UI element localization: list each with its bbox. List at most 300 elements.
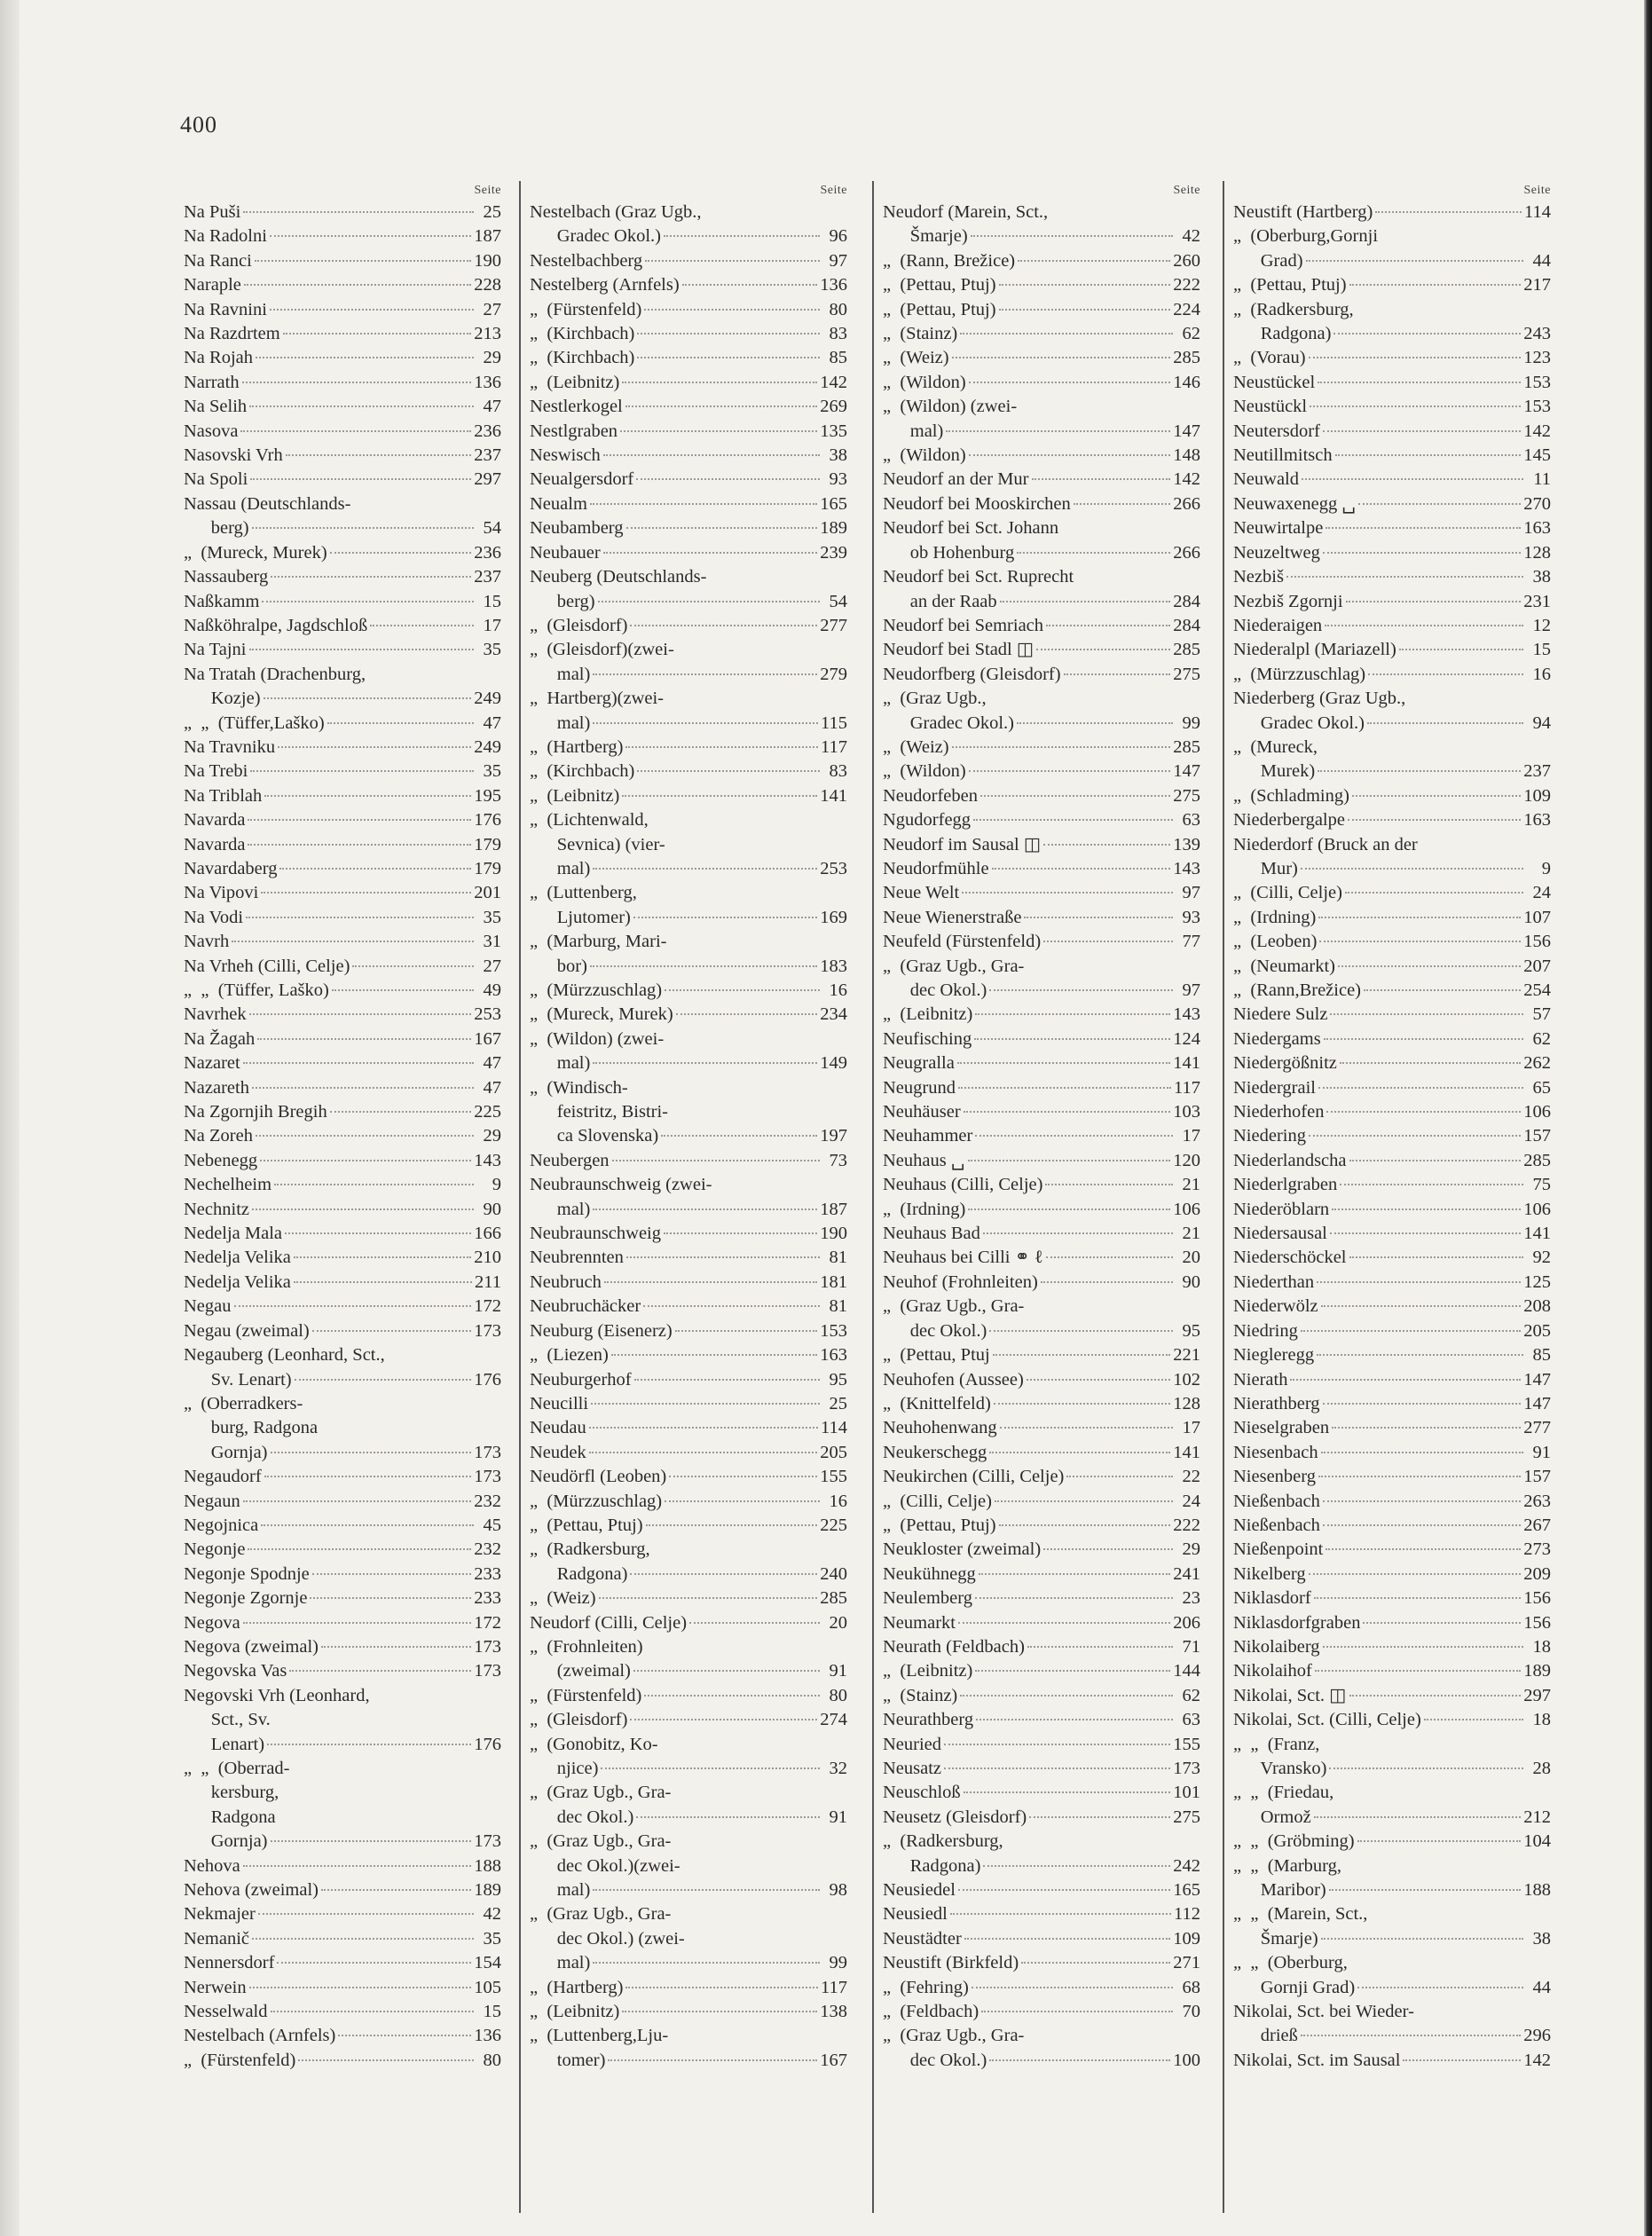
entry-place-name: Neudorf (Marein, Sct., xyxy=(883,202,1049,222)
entry-place-name: „ (Feldbach) xyxy=(883,2002,979,2022)
index-entry xyxy=(1233,201,1551,224)
leader-dots xyxy=(1323,1524,1521,1526)
index-entry xyxy=(1233,298,1551,322)
leader-dots xyxy=(250,770,474,772)
entry-place-name: Niederhofen xyxy=(1233,1102,1325,1122)
entry-place-name: Neusiedel xyxy=(883,1880,956,1901)
entry-page-ref: 62 xyxy=(1182,1685,1200,1705)
scan-left-margin xyxy=(0,0,20,2236)
index-entry xyxy=(1233,1659,1551,1683)
index-entry xyxy=(184,516,501,540)
index-entry xyxy=(1233,1027,1551,1051)
index-entry xyxy=(883,1368,1200,1392)
index-entry xyxy=(1233,1684,1551,1708)
entry-page-ref: 44 xyxy=(1532,1977,1551,1997)
index-entry xyxy=(1233,565,1551,589)
entry-place-name: „ (Stainz) xyxy=(883,324,958,344)
entry-page-ref: 101 xyxy=(1173,1783,1200,1803)
entry-place-name: Ljutomer) xyxy=(530,907,631,927)
leader-dots xyxy=(1332,1209,1521,1210)
entry-page-ref: 179 xyxy=(474,858,501,878)
entry-page-ref: 228 xyxy=(474,275,501,295)
entry-page-ref: 187 xyxy=(820,1199,847,1219)
index-entry xyxy=(530,808,847,832)
entry-page-ref: 157 xyxy=(1523,1467,1551,1487)
entry-place-name: Lenart) xyxy=(184,1734,265,1754)
entry-place-name: Niedering xyxy=(1233,1126,1306,1146)
index-entry xyxy=(184,1173,501,1197)
index-entry xyxy=(184,1441,501,1465)
entry-place-name: Neukirchen (Cilli, Celje) xyxy=(883,1467,1065,1487)
leader-dots xyxy=(1324,1038,1523,1040)
leader-dots xyxy=(989,1452,1170,1453)
entry-page-ref: 155 xyxy=(1173,1734,1200,1754)
entry-place-name: „ (Marburg, Mari- xyxy=(530,932,667,952)
entry-page-ref: 27 xyxy=(483,299,501,319)
leader-dots xyxy=(1363,1622,1521,1624)
leader-dots xyxy=(1286,576,1523,578)
entry-place-name: Nießenpoint xyxy=(1233,1539,1324,1560)
entry-place-name: Niederdorf (Bruck an der xyxy=(1233,834,1418,854)
index-entry xyxy=(883,1733,1200,1757)
entry-place-name: Navarda xyxy=(184,810,246,831)
index-entry xyxy=(1233,736,1551,760)
entry-place-name: Nestelberg (Arnfels) xyxy=(530,275,680,295)
index-entry xyxy=(883,1684,1200,1708)
entry-page-ref: 297 xyxy=(474,469,501,490)
column-rule xyxy=(1223,181,1224,2213)
entry-place-name: Negaudorf xyxy=(184,1467,262,1487)
entry-place-name: Nießenbach xyxy=(1233,1515,1320,1535)
entry-place-name: Niederberg (Graz Ugb., xyxy=(1233,689,1406,709)
entry-place-name: Nemanič xyxy=(184,1928,249,1949)
index-entry xyxy=(530,420,847,444)
entry-place-name: Maribor) xyxy=(1233,1880,1326,1901)
index-entry xyxy=(1233,468,1551,492)
entry-place-name: dec Okol.)(zwei- xyxy=(530,1855,680,1876)
index-entry xyxy=(530,760,847,783)
entry-page-ref: 142 xyxy=(1523,2050,1551,2070)
leader-dots xyxy=(682,284,818,286)
entry-place-name: Nikolaihof xyxy=(1233,1661,1312,1681)
entry-page-ref: 95 xyxy=(1182,1320,1200,1341)
leader-dots xyxy=(243,1500,471,1502)
entry-page-ref: 285 xyxy=(1173,736,1200,757)
entry-page-ref: 233 xyxy=(474,1563,501,1584)
entry-place-name: Nikelberg xyxy=(1233,1563,1306,1584)
leader-dots xyxy=(603,454,820,456)
entry-page-ref: 94 xyxy=(1532,713,1551,733)
index-entry xyxy=(530,1878,847,1902)
entry-place-name: „ (Oberburg,Gornji xyxy=(1233,226,1379,247)
index-entry xyxy=(1233,1781,1551,1805)
index-entry xyxy=(1233,590,1551,614)
entry-page-ref: 71 xyxy=(1182,1636,1200,1657)
entry-place-name: mal) xyxy=(530,713,591,733)
leader-dots xyxy=(289,1670,471,1672)
leader-dots xyxy=(1302,478,1523,480)
leader-dots xyxy=(969,382,1171,383)
leader-dots xyxy=(255,260,471,262)
entry-place-name: mal) xyxy=(883,421,944,441)
leader-dots xyxy=(1029,1816,1170,1818)
index-entry xyxy=(184,1149,501,1173)
entry-page-ref: 176 xyxy=(474,1734,501,1754)
entry-place-name: berg) xyxy=(530,591,595,611)
entry-page-ref: 29 xyxy=(1182,1539,1200,1560)
entry-page-ref: 45 xyxy=(483,1515,501,1535)
entry-place-name: Niesenbach xyxy=(1233,1442,1318,1462)
entry-place-name: „ (Graz Ugb., Gra- xyxy=(883,2026,1025,2046)
entry-place-name: Neudorf (Cilli, Celje) xyxy=(530,1612,688,1633)
entry-page-ref: 62 xyxy=(1532,1028,1551,1049)
entry-page-ref: 38 xyxy=(1532,1928,1551,1949)
index-entry xyxy=(184,322,501,346)
entry-page-ref: 29 xyxy=(483,348,501,368)
entry-page-ref: 153 xyxy=(820,1320,847,1341)
index-entry xyxy=(1233,1902,1551,1926)
index-entry xyxy=(184,1708,501,1732)
entry-place-name: Neudorf bei Mooskirchen xyxy=(883,493,1071,514)
leader-dots xyxy=(979,1573,1170,1575)
entry-place-name: Neulemberg xyxy=(883,1588,972,1609)
column-header-seite: Seite xyxy=(474,184,501,197)
entry-place-name: „ (Frohnleiten) xyxy=(530,1636,643,1657)
entry-place-name: „ (Stainz) xyxy=(883,1685,958,1705)
index-entry xyxy=(184,1222,501,1246)
entry-page-ref: 38 xyxy=(1532,567,1551,587)
entry-place-name: Neufeld (Fürstenfeld) xyxy=(883,932,1042,952)
entry-page-ref: 18 xyxy=(1532,1710,1551,1730)
leader-dots xyxy=(1315,1670,1521,1672)
index-entry xyxy=(883,1441,1200,1465)
entry-page-ref: 32 xyxy=(829,1759,847,1778)
index-entry xyxy=(184,857,501,881)
entry-page-ref: 139 xyxy=(1173,834,1200,854)
entry-page-ref: 20 xyxy=(1182,1248,1200,1268)
entry-place-name: feistritz, Bistri- xyxy=(530,1102,669,1122)
leader-dots xyxy=(240,430,471,432)
index-entry xyxy=(184,1659,501,1683)
entry-place-name: Na Ravnini xyxy=(184,299,267,319)
entry-page-ref: 96 xyxy=(829,226,847,247)
entry-place-name: Neutillmitsch xyxy=(1233,445,1333,466)
entry-place-name: „ „ (Friedau, xyxy=(1233,1783,1334,1803)
leader-dots xyxy=(370,625,474,626)
leader-dots xyxy=(242,382,472,383)
leader-dots xyxy=(1345,892,1523,894)
entry-place-name: Neubergen xyxy=(530,1150,610,1170)
index-entry xyxy=(1233,1927,1551,1951)
column-rule xyxy=(872,181,874,2213)
entry-page-ref: 83 xyxy=(829,324,847,344)
leader-dots xyxy=(261,1524,474,1526)
entry-page-ref: 17 xyxy=(1182,1126,1200,1146)
index-entry xyxy=(184,712,501,736)
entry-place-name: Nestelbach (Arnfels) xyxy=(184,2026,336,2046)
entry-place-name: Neuhaus (Cilli, Celje) xyxy=(883,1175,1043,1195)
entry-list xyxy=(883,201,1200,2073)
index-entry xyxy=(883,1757,1200,1781)
entry-place-name: Nasovski Vrh xyxy=(184,445,283,466)
entry-place-name: „ (Cilli, Celje) xyxy=(883,1491,992,1511)
leader-dots xyxy=(1032,478,1171,480)
entry-place-name: Nikolai, Sct. ◫ xyxy=(1233,1685,1347,1705)
entry-place-name: bor) xyxy=(530,956,587,976)
entry-place-name: Na Tratah (Drachenburg, xyxy=(184,664,366,684)
leader-dots xyxy=(248,1548,471,1550)
index-entry xyxy=(883,1806,1200,1830)
entry-page-ref: 274 xyxy=(820,1710,847,1730)
index-entry xyxy=(883,2049,1200,2073)
leader-dots xyxy=(589,1452,817,1453)
leader-dots xyxy=(962,892,1173,894)
index-entry xyxy=(883,1149,1200,1173)
leader-dots xyxy=(327,722,474,724)
entry-place-name: „ (Mürzzuschlag) xyxy=(530,980,663,1000)
entry-page-ref: 80 xyxy=(483,2050,501,2070)
entry-place-name: Niedere Sulz xyxy=(1233,1004,1328,1025)
leader-dots xyxy=(633,1670,820,1672)
leader-dots xyxy=(981,2011,1173,2012)
index-entry xyxy=(530,2000,847,2024)
leader-dots xyxy=(1066,1476,1173,1477)
entry-page-ref: 195 xyxy=(474,785,501,806)
leader-dots xyxy=(262,601,474,602)
entry-place-name: „ (Radkersburg, xyxy=(883,1831,1003,1852)
entry-page-ref: 296 xyxy=(1523,2026,1551,2046)
index-entry xyxy=(530,1027,847,1051)
index-entry xyxy=(184,638,501,662)
index-entry xyxy=(530,224,847,248)
entry-page-ref: 107 xyxy=(1523,907,1551,927)
entry-page-ref: 284 xyxy=(1173,615,1200,635)
leader-dots xyxy=(630,1719,817,1720)
index-entry xyxy=(883,1611,1200,1635)
index-entry xyxy=(530,1490,847,1514)
entry-page-ref: 156 xyxy=(1523,932,1551,952)
entry-place-name: Neudörfl (Leoben) xyxy=(530,1467,667,1487)
index-entry xyxy=(184,1538,501,1562)
index-entry xyxy=(184,2000,501,2024)
leader-dots xyxy=(636,478,820,480)
index-entry xyxy=(184,1076,501,1100)
leader-dots xyxy=(330,1111,472,1113)
index-entry xyxy=(184,1368,501,1392)
index-entry xyxy=(1233,638,1551,662)
leader-dots xyxy=(590,503,817,505)
index-entry xyxy=(530,1733,847,1757)
entry-place-name: Neutersdorf xyxy=(1233,421,1320,441)
leader-dots xyxy=(957,1062,1170,1064)
entry-page-ref: 27 xyxy=(483,956,501,976)
entry-place-name: Radgona xyxy=(184,1807,276,1827)
entry-place-name: Na Zoreh xyxy=(184,1126,253,1146)
entry-place-name: Neuhaus ␣ xyxy=(883,1150,965,1170)
index-entry xyxy=(1233,1757,1551,1781)
index-entry xyxy=(530,468,847,492)
leader-dots xyxy=(994,1403,1170,1405)
entry-page-ref: 221 xyxy=(1173,1345,1200,1366)
index-entry xyxy=(530,1465,847,1489)
leader-dots xyxy=(1399,649,1523,650)
index-entry xyxy=(883,1538,1200,1562)
leader-dots xyxy=(1027,1646,1173,1648)
index-entry xyxy=(530,1611,847,1635)
index-entry xyxy=(883,201,1200,224)
leader-dots xyxy=(286,454,472,456)
entry-page-ref: 201 xyxy=(474,883,501,903)
entry-page-ref: 54 xyxy=(483,518,501,539)
leader-dots xyxy=(1309,1573,1522,1575)
index-entry xyxy=(1233,492,1551,516)
leader-dots xyxy=(591,1403,820,1405)
entry-place-name: Kozje) xyxy=(184,689,261,709)
leader-dots xyxy=(975,1013,1170,1015)
leader-dots xyxy=(973,819,1173,821)
leader-dots xyxy=(995,1500,1173,1502)
leader-dots xyxy=(1321,1452,1523,1453)
entry-place-name: Nedelja Velika xyxy=(184,1248,291,1268)
index-entry xyxy=(530,1927,847,1951)
entry-page-ref: 106 xyxy=(1523,1199,1551,1219)
index-entry xyxy=(530,1198,847,1222)
leader-dots xyxy=(249,1013,472,1015)
leader-dots xyxy=(1321,1938,1523,1940)
entry-place-name: Nazaret xyxy=(184,1053,240,1074)
index-entry xyxy=(530,1124,847,1148)
entry-place-name: Niesenberg xyxy=(1233,1467,1316,1487)
leader-dots xyxy=(1319,941,1521,942)
entry-page-ref: 18 xyxy=(1532,1636,1551,1657)
entry-page-ref: 23 xyxy=(1182,1588,1200,1609)
leader-dots xyxy=(1301,2035,1521,2036)
entry-place-name: Nebenegg xyxy=(184,1150,258,1170)
index-column-3 xyxy=(883,181,1200,2073)
index-entry xyxy=(530,2049,847,2073)
leader-dots xyxy=(1318,770,1521,772)
entry-place-name: Nezbiš Zgornji xyxy=(1233,591,1343,611)
index-entry xyxy=(883,955,1200,979)
index-entry xyxy=(184,1027,501,1051)
index-column-1 xyxy=(184,181,501,2073)
entry-place-name: Nennersdorf xyxy=(184,1953,275,1973)
index-entry xyxy=(1233,1100,1551,1124)
entry-place-name: Nerwein xyxy=(184,1977,247,1997)
entry-place-name: Neustädter xyxy=(883,1928,962,1949)
entry-page-ref: 93 xyxy=(829,469,847,490)
index-entry xyxy=(1233,833,1551,857)
index-entry xyxy=(184,2049,501,2073)
entry-page-ref: 80 xyxy=(829,1685,847,1705)
entry-place-name: Niegleregg xyxy=(1233,1345,1315,1366)
entry-page-ref: 54 xyxy=(829,591,847,611)
entry-place-name: Na Tajni xyxy=(184,640,247,660)
entry-place-name: Neuhammer xyxy=(883,1126,973,1146)
index-entry xyxy=(1233,1830,1551,1854)
entry-page-ref: 266 xyxy=(1173,542,1200,563)
entry-place-name: Niedergams xyxy=(1233,1028,1321,1049)
entry-place-name: Neubraunschweig (zwei- xyxy=(530,1175,712,1195)
leader-dots xyxy=(285,1232,471,1234)
entry-place-name: Gradec Okol.) xyxy=(883,713,1015,733)
entry-place-name: Negaun xyxy=(184,1491,240,1511)
leader-dots xyxy=(1329,1768,1523,1769)
leader-dots xyxy=(271,576,471,578)
index-entry xyxy=(883,930,1200,954)
entry-page-ref: 157 xyxy=(1523,1126,1551,1146)
entry-page-ref: 222 xyxy=(1173,1515,1200,1535)
index-entry xyxy=(184,614,501,638)
index-entry xyxy=(184,1951,501,1975)
entry-place-name: Nierath xyxy=(1233,1369,1288,1390)
entry-place-name: Negonje xyxy=(184,1539,246,1560)
index-entry xyxy=(530,541,847,565)
entry-place-name: Neucilli xyxy=(530,1393,589,1413)
leader-dots xyxy=(1024,917,1173,918)
leader-dots xyxy=(1318,382,1521,383)
entry-page-ref: 179 xyxy=(474,834,501,854)
entry-page-ref: 270 xyxy=(1523,493,1551,514)
index-entry xyxy=(1233,760,1551,783)
entry-place-name: Neustückel xyxy=(1233,372,1316,392)
index-entry xyxy=(184,492,501,516)
entry-page-ref: 63 xyxy=(1182,1710,1200,1730)
leader-dots xyxy=(294,1281,472,1283)
index-entry xyxy=(1233,1149,1551,1173)
entry-place-name: Neuhof (Frohnleiten) xyxy=(883,1272,1038,1292)
index-entry xyxy=(530,1514,847,1538)
entry-page-ref: 241 xyxy=(1173,1563,1200,1584)
entry-page-ref: 128 xyxy=(1523,542,1551,563)
entry-place-name: Neudek xyxy=(530,1442,586,1462)
entry-page-ref: 253 xyxy=(820,858,847,878)
index-entry xyxy=(530,201,847,224)
leader-dots xyxy=(958,1087,1171,1089)
entry-place-name: Naraple xyxy=(184,275,241,295)
index-entry xyxy=(883,833,1200,857)
index-entry xyxy=(530,371,847,395)
leader-dots xyxy=(1323,1403,1522,1405)
entry-place-name: Nehova xyxy=(184,1855,240,1876)
index-entry xyxy=(184,663,501,687)
leader-dots xyxy=(1375,211,1522,213)
entry-page-ref: 47 xyxy=(483,1053,501,1074)
index-entry xyxy=(530,687,847,711)
leader-dots xyxy=(974,1038,1170,1040)
entry-page-ref: 189 xyxy=(474,1880,501,1901)
entry-page-ref: 284 xyxy=(1173,591,1200,611)
entry-page-ref: 210 xyxy=(474,1248,501,1268)
index-entry xyxy=(530,1563,847,1586)
leader-dots xyxy=(1074,503,1170,505)
entry-place-name: Neuried xyxy=(883,1734,942,1754)
entry-place-name: Na Žagah xyxy=(184,1028,256,1049)
entry-place-name: Neudorf im Sausal ◫ xyxy=(883,834,1042,854)
leader-dots xyxy=(1018,260,1170,262)
index-entry xyxy=(530,1902,847,1926)
entry-page-ref: 275 xyxy=(1173,664,1200,684)
entry-list xyxy=(1233,201,1551,2073)
index-entry xyxy=(530,1392,847,1416)
index-entry xyxy=(883,1100,1200,1124)
entry-place-name: Naßköhralpe, Jagdschloß xyxy=(184,615,368,635)
entry-page-ref: 85 xyxy=(829,348,847,368)
index-entry xyxy=(1233,1271,1551,1295)
index-entry xyxy=(1233,663,1551,687)
index-entry xyxy=(530,1222,847,1246)
index-entry xyxy=(184,1416,501,1440)
